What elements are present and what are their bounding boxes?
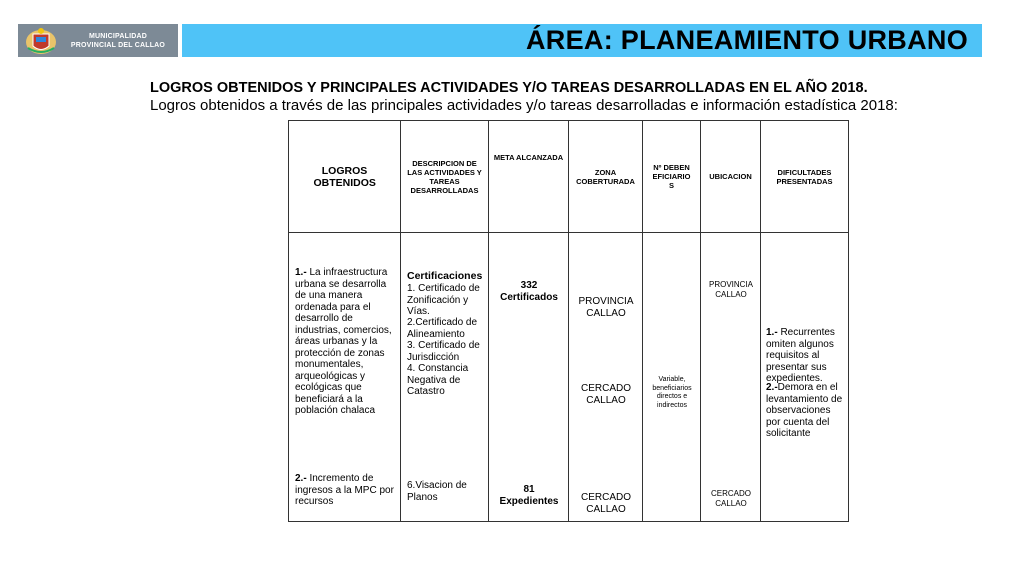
desc-item-6: 6.Visacion de Planos xyxy=(407,480,467,503)
logro-2: 2.- Incremento de ingresos a la MPC por recursos xyxy=(295,473,394,507)
cell-logros xyxy=(289,233,401,522)
col-header-ubicacion: UBICACION xyxy=(701,121,761,233)
meta-2-value: 81 xyxy=(523,484,535,495)
table-row xyxy=(289,233,849,522)
col-header-zona: ZONA COBERTURADA xyxy=(569,121,643,233)
col-header-beneficiarios: Nº DEBENEFICIARIOS xyxy=(643,121,701,233)
zona-1: PROVINCIA CALLAO xyxy=(578,296,634,319)
cell-descripcion xyxy=(401,233,489,522)
col-header-descripcion: DESCRIPCION DE LAS ACTIVIDADES Y TAREAS DESARROLLADAS xyxy=(401,121,489,233)
dificultad-1: 1.- Recurrentes omiten algunos requisitos al presentar sus expedientes. xyxy=(766,327,835,384)
municipality-line2: PROVINCIAL DEL CALLAO xyxy=(70,41,166,49)
ubicacion-1: PROVINCIA CALLAO xyxy=(708,280,753,299)
cell-meta xyxy=(489,233,569,522)
col-header-logros: LOGROS OBTENIDOS xyxy=(289,121,401,233)
beneficiarios-text: Variable, beneficiarios directos e indirectos xyxy=(652,376,692,409)
municipal-crest-icon xyxy=(24,26,58,56)
cell-ubicacion xyxy=(701,233,761,522)
meta-1-label: Certificados xyxy=(500,292,558,303)
section-subheading: Logros obtenidos a través de las principales actividades y/o tareas desarrolladas e información estadística 2018: xyxy=(150,97,898,114)
col-header-dificultades: DIFICULTADES PRESENTADAS xyxy=(761,121,849,233)
logro-1: 1.- La infraestructura urbana se desarrolla de una manera ordenada para el desarrollo de industrias, comercios, áreas urbanas y la protección de zonas monumentales, arqueológicas y ecológicas que beneficiará a la población chalaca xyxy=(295,267,392,416)
zona-2: CERCADO CALLAO xyxy=(580,383,631,406)
cell-beneficiarios xyxy=(643,233,701,522)
cert-title: Certificaciones xyxy=(407,270,483,282)
section-heading: LOGROS OBTENIDOS Y PRINCIPALES ACTIVIDADES Y/O TAREAS DESARROLLADAS EN EL AÑO 2018. xyxy=(150,80,868,96)
cell-dificultades xyxy=(761,233,849,522)
municipality-logo-box xyxy=(18,24,178,57)
achievements-table xyxy=(288,120,849,522)
dificultad-2: 2.-Demora en el levantamiento de observaciones por cuenta del solicitante xyxy=(766,382,843,439)
cell-zona xyxy=(569,233,643,522)
desc-item-2: 2.Certificado de Alineamiento xyxy=(407,317,478,340)
municipality-name xyxy=(58,32,178,50)
meta-1-value: 332 xyxy=(520,280,538,291)
area-title: ÁREA: PLANEAMIENTO URBANO xyxy=(525,25,968,55)
col-header-meta: META ALCANZADA xyxy=(489,121,569,233)
table-header-row xyxy=(289,121,849,233)
zona-3: CERCADO CALLAO xyxy=(580,492,631,515)
desc-item-1: 1. Certificado de Zonificación y Vías. xyxy=(407,283,480,317)
ubicacion-2: CERCADO CALLAO xyxy=(710,489,751,508)
municipality-line1: MUNICIPALIDAD xyxy=(88,32,148,40)
desc-item-3: 3. Certificado de Jurisdicción xyxy=(407,340,480,363)
desc-item-4: 4. Constancia Negativa de Catastro xyxy=(407,363,469,397)
meta-2-label: Expedientes xyxy=(499,496,559,507)
title-banner xyxy=(182,24,982,57)
